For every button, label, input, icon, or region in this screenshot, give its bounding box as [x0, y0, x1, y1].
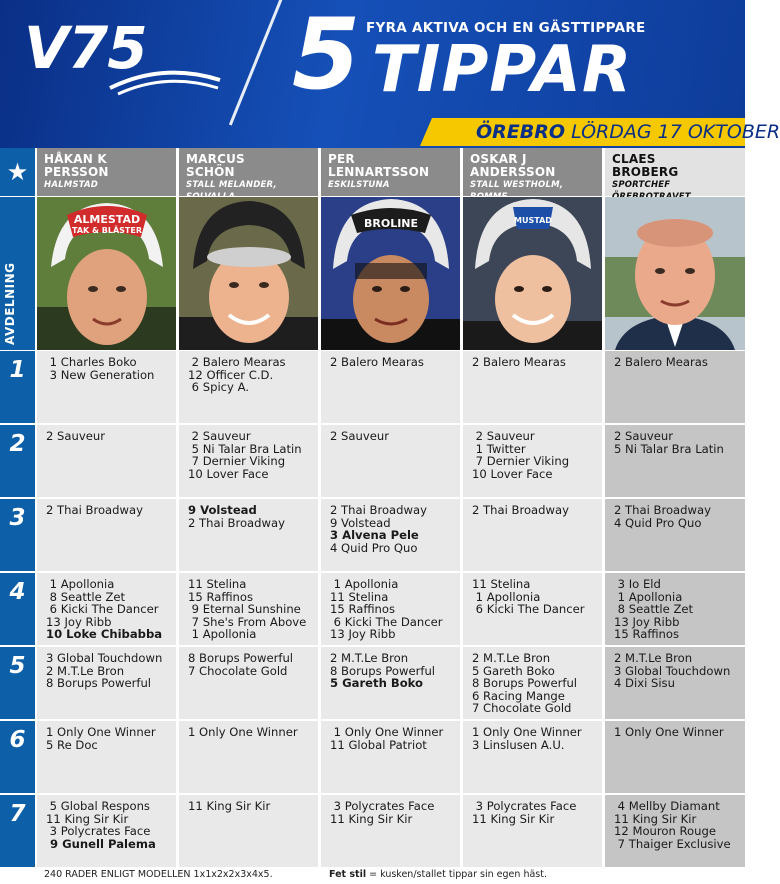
horse-pick: 1 Apollonia	[614, 589, 683, 604]
horse-pick: 1 Only One Winner	[472, 725, 582, 739]
horse-pick: 9 Eternal Sunshine	[188, 602, 301, 617]
tipster-header	[321, 148, 460, 196]
tipster-name: OSKAR J	[470, 152, 527, 166]
horse-pick: 12 Officer C.D.	[188, 367, 274, 382]
horse-pick: 13 Joy Ribb	[46, 614, 112, 629]
race-number: 1	[0, 351, 35, 423]
horse-pick: 3 Polycrates Face	[472, 799, 577, 813]
horse-pick: 7 Thaiger Exclusive	[614, 836, 731, 851]
tipster-name: LENNARTSSON	[328, 165, 430, 179]
horse-pick: 5 Ni Talar Bra Latin	[614, 441, 724, 456]
horse-pick: 1 Apollonia	[330, 577, 399, 591]
horse-pick: 15 Raffinos	[188, 589, 254, 604]
tips-cell	[179, 573, 318, 645]
tips-cell	[179, 795, 318, 867]
tips-cell	[605, 647, 745, 719]
tips-cell	[321, 573, 460, 645]
horse-pick: 7 Dernier Viking	[472, 454, 570, 469]
v75-logo: V75	[24, 14, 147, 82]
horse-pick: 3 Global Touchdown	[614, 663, 731, 678]
tipster-name: HÅKAN K	[44, 152, 107, 166]
tips-cell	[321, 721, 460, 793]
tipster-name: MARCUS	[186, 152, 245, 166]
horse-pick: 2 Thai Broadway	[614, 503, 711, 517]
horse-pick: 2 Thai Broadway	[472, 503, 569, 517]
horse-pick: 10 Lover Face	[188, 466, 269, 481]
tips-cell	[605, 351, 745, 423]
horse-pick: 11 Stelina	[472, 577, 531, 591]
horse-pick: 11 King Sir Kir	[330, 811, 413, 826]
horse-pick: 6 Racing Mange	[472, 688, 565, 703]
horse-pick: 4 Dixi Sisu	[614, 676, 675, 691]
horse-pick: 3 Polycrates Face	[330, 799, 435, 813]
date: LÖRDAG 17 OKTOBER	[571, 121, 780, 143]
tips-cell	[463, 647, 602, 719]
race-number: 5	[0, 647, 35, 719]
tips-cell	[321, 425, 460, 497]
photo-per-lennartsson	[321, 197, 460, 350]
horse-pick: 7 She's From Above	[188, 614, 307, 629]
venue: ÖREBRO	[476, 121, 566, 143]
horse-pick: 10 Lover Face	[472, 466, 553, 481]
race-date	[476, 121, 780, 143]
tips-cell	[179, 499, 318, 571]
race-number: 7	[0, 795, 35, 867]
horse-pick: 7 Chocolate Gold	[188, 663, 288, 678]
tipster-name: SCHÖN	[186, 165, 235, 179]
tips-cell	[605, 425, 745, 497]
horse-pick: 1 Only One Winner	[614, 725, 724, 739]
tipster-header	[179, 148, 318, 196]
tips-cell	[321, 647, 460, 719]
tips-cell	[37, 721, 176, 793]
horse-pick: 2 Thai Broadway	[46, 503, 143, 517]
horse-pick: 9 Gunell Palema	[46, 836, 156, 851]
horse-pick: 2 M.T.Le Bron	[472, 651, 551, 665]
horse-pick: 12 Mouron Rouge	[614, 824, 716, 839]
horse-pick: 11 Stelina	[188, 577, 247, 591]
horse-pick: 2 Balero Mearas	[472, 355, 566, 369]
horse-pick: 7 Chocolate Gold	[472, 701, 572, 716]
horse-pick: 2 Thai Broadway	[188, 515, 285, 530]
tipster-affiliation: STALL WESTHOLM,	[470, 180, 564, 190]
tips-cell	[37, 647, 176, 719]
horse-pick: 5 Gareth Boko	[472, 663, 555, 678]
svg-text:BROLINE: BROLINE	[363, 217, 419, 230]
tips-cell	[37, 573, 176, 645]
horse-pick: 1 Only One Winner	[330, 725, 444, 739]
horse-pick: 6 Spicy A.	[188, 380, 250, 395]
horse-pick: 10 Loke Chibabba	[46, 627, 163, 642]
footer-model-note: 240 RADER ENLIGT MODELLEN 1x1x2x2x3x4x5.	[44, 869, 273, 880]
svg-text:TAK & BLÄSTER: TAK & BLÄSTER	[71, 226, 143, 235]
horse-pick: 1 Charles Boko	[46, 355, 137, 369]
horse-pick: 13 Joy Ribb	[330, 627, 396, 642]
tips-cell	[37, 499, 176, 571]
tips-cell	[605, 573, 745, 645]
race-number: 3	[0, 499, 35, 571]
tips-cell	[179, 425, 318, 497]
horse-pick: 2 Sauveur	[330, 429, 389, 443]
horse-pick: 2 Thai Broadway	[330, 503, 427, 517]
photo-hakan-k-persson	[37, 197, 176, 350]
tipster-affiliation: STALL MELANDER,	[186, 180, 277, 190]
horse-pick: 5 Global Respons	[46, 799, 150, 813]
header-banner	[0, 0, 780, 148]
page-title: TIPPAR	[372, 33, 633, 107]
horse-pick: 2 Balero Mearas	[614, 355, 708, 369]
horse-pick: 2 Balero Mearas	[188, 355, 286, 369]
horse-pick: 13 Joy Ribb	[614, 614, 680, 629]
tipster-affiliation: HALMSTAD	[44, 180, 99, 190]
horse-pick: 6 Kicki The Dancer	[46, 602, 159, 617]
svg-text:ALMESTAD: ALMESTAD	[73, 213, 141, 226]
horse-pick: 1 Apollonia	[188, 627, 257, 642]
horse-pick: 8 Seattle Zet	[46, 589, 126, 604]
horse-pick: 5 Re Doc	[46, 737, 98, 752]
tips-cell	[321, 351, 460, 423]
horse-pick: 8 Seattle Zet	[614, 602, 694, 617]
horse-pick: 8 Borups Powerful	[472, 676, 578, 691]
horse-pick: 2 M.T.Le Bron	[46, 663, 125, 678]
tips-cell	[179, 351, 318, 423]
tips-cell	[37, 351, 176, 423]
race-number: 4	[0, 573, 35, 645]
tipster-count: 5	[292, 0, 361, 112]
horse-pick: 2 Balero Mearas	[330, 355, 424, 369]
horse-pick: 11 King Sir Kir	[472, 811, 555, 826]
horse-pick: 8 Borups Powerful	[46, 676, 152, 691]
horse-pick: 5 Gareth Boko	[330, 676, 424, 691]
horse-pick: 3 Polycrates Face	[46, 824, 151, 839]
tips-cell	[463, 499, 602, 571]
tips-cell	[605, 499, 745, 571]
tips-cell	[605, 721, 745, 793]
horse-pick: 9 Volstead	[188, 503, 257, 517]
horse-pick: 2 M.T.Le Bron	[330, 651, 409, 665]
tips-cell	[321, 499, 460, 571]
horse-pick: 1 Twitter	[472, 441, 526, 456]
tips-cell	[37, 795, 176, 867]
horse-pick: 3 New Generation	[46, 367, 155, 382]
tipster-name: BROBERG	[612, 165, 679, 179]
horse-pick: 2 M.T.Le Bron	[614, 651, 693, 665]
horse-pick: 6 Kicki The Dancer	[472, 602, 585, 617]
tips-cell	[463, 425, 602, 497]
star-icon: ★	[0, 148, 35, 196]
horse-pick: 1 Only One Winner	[188, 725, 298, 739]
horse-pick: 9 Volstead	[330, 515, 391, 530]
tips-cell	[463, 573, 602, 645]
horse-pick: 1 Apollonia	[472, 589, 541, 604]
horse-pick: 11 Global Patriot	[330, 737, 427, 752]
horse-pick: 6 Kicki The Dancer	[330, 614, 443, 629]
tipster-name: CLAES	[612, 152, 656, 166]
horse-pick: 8 Borups Powerful	[330, 663, 436, 678]
tipster-header	[605, 148, 745, 196]
tips-cell	[605, 795, 745, 867]
v75-swoosh-icon	[108, 58, 223, 98]
horse-pick: 2 Sauveur	[46, 429, 105, 443]
svg-text:MUSTAD: MUSTAD	[514, 216, 552, 225]
avdelning-label: AVDELNING	[3, 262, 17, 345]
footer-bold-legend	[329, 869, 547, 880]
tipster-header	[37, 148, 176, 196]
tips-cell	[463, 351, 602, 423]
photo-marcus-schon	[179, 197, 318, 350]
horse-pick: 4 Mellby Diamant	[614, 799, 720, 813]
race-number: 6	[0, 721, 35, 793]
horse-pick: 3 Global Touchdown	[46, 651, 163, 665]
horse-pick: 2 Sauveur	[188, 429, 251, 443]
horse-pick: 3 Io Eld	[614, 577, 661, 591]
photo-claes-broberg	[605, 197, 745, 350]
tips-cell	[179, 721, 318, 793]
tips-cell	[463, 795, 602, 867]
tips-cell	[321, 795, 460, 867]
tagline: FYRA AKTIVA OCH EN GÄSTTIPPARE	[366, 20, 646, 36]
tipster-name: ANDERSSON	[470, 165, 556, 179]
horse-pick: 4 Quid Pro Quo	[614, 515, 702, 530]
horse-pick: 2 Sauveur	[472, 429, 535, 443]
horse-pick: 7 Dernier Viking	[188, 454, 286, 469]
horse-pick: 15 Raffinos	[614, 627, 680, 642]
tips-cell	[179, 647, 318, 719]
legend-bold-text: Fet stil	[329, 869, 367, 880]
photo-oskar-j-andersson	[463, 197, 602, 350]
horse-pick: 15 Raffinos	[330, 602, 396, 617]
tipster-affiliation: ESKILSTUNA	[328, 180, 390, 190]
horse-pick: 11 King Sir Kir	[188, 799, 271, 813]
horse-pick: 4 Quid Pro Quo	[330, 540, 418, 555]
horse-pick: 3 Alvena Pele	[330, 528, 419, 543]
horse-pick: 3 Linslusen A.U.	[472, 737, 565, 752]
tipster-name: PERSSON	[44, 165, 109, 179]
horse-pick: 2 Sauveur	[614, 429, 673, 443]
horse-pick: 8 Borups Powerful	[188, 651, 294, 665]
legend-rest-text: = kusken/stallet tippar sin egen häst.	[366, 869, 547, 880]
horse-pick: 1 Apollonia	[46, 577, 115, 591]
horse-pick: 11 King Sir Kir	[614, 811, 697, 826]
race-number: 2	[0, 425, 35, 497]
horse-pick: 11 Stelina	[330, 589, 389, 604]
tips-cell	[463, 721, 602, 793]
horse-pick: 11 King Sir Kir	[46, 811, 129, 826]
tipster-affiliation: SPORTCHEF	[612, 180, 671, 190]
banner-divider	[229, 0, 284, 125]
tips-cell	[37, 425, 176, 497]
horse-pick: 5 Ni Talar Bra Latin	[188, 441, 302, 456]
tipster-header	[463, 148, 602, 196]
tipster-name: PER	[328, 152, 355, 166]
horse-pick: 1 Only One Winner	[46, 725, 156, 739]
